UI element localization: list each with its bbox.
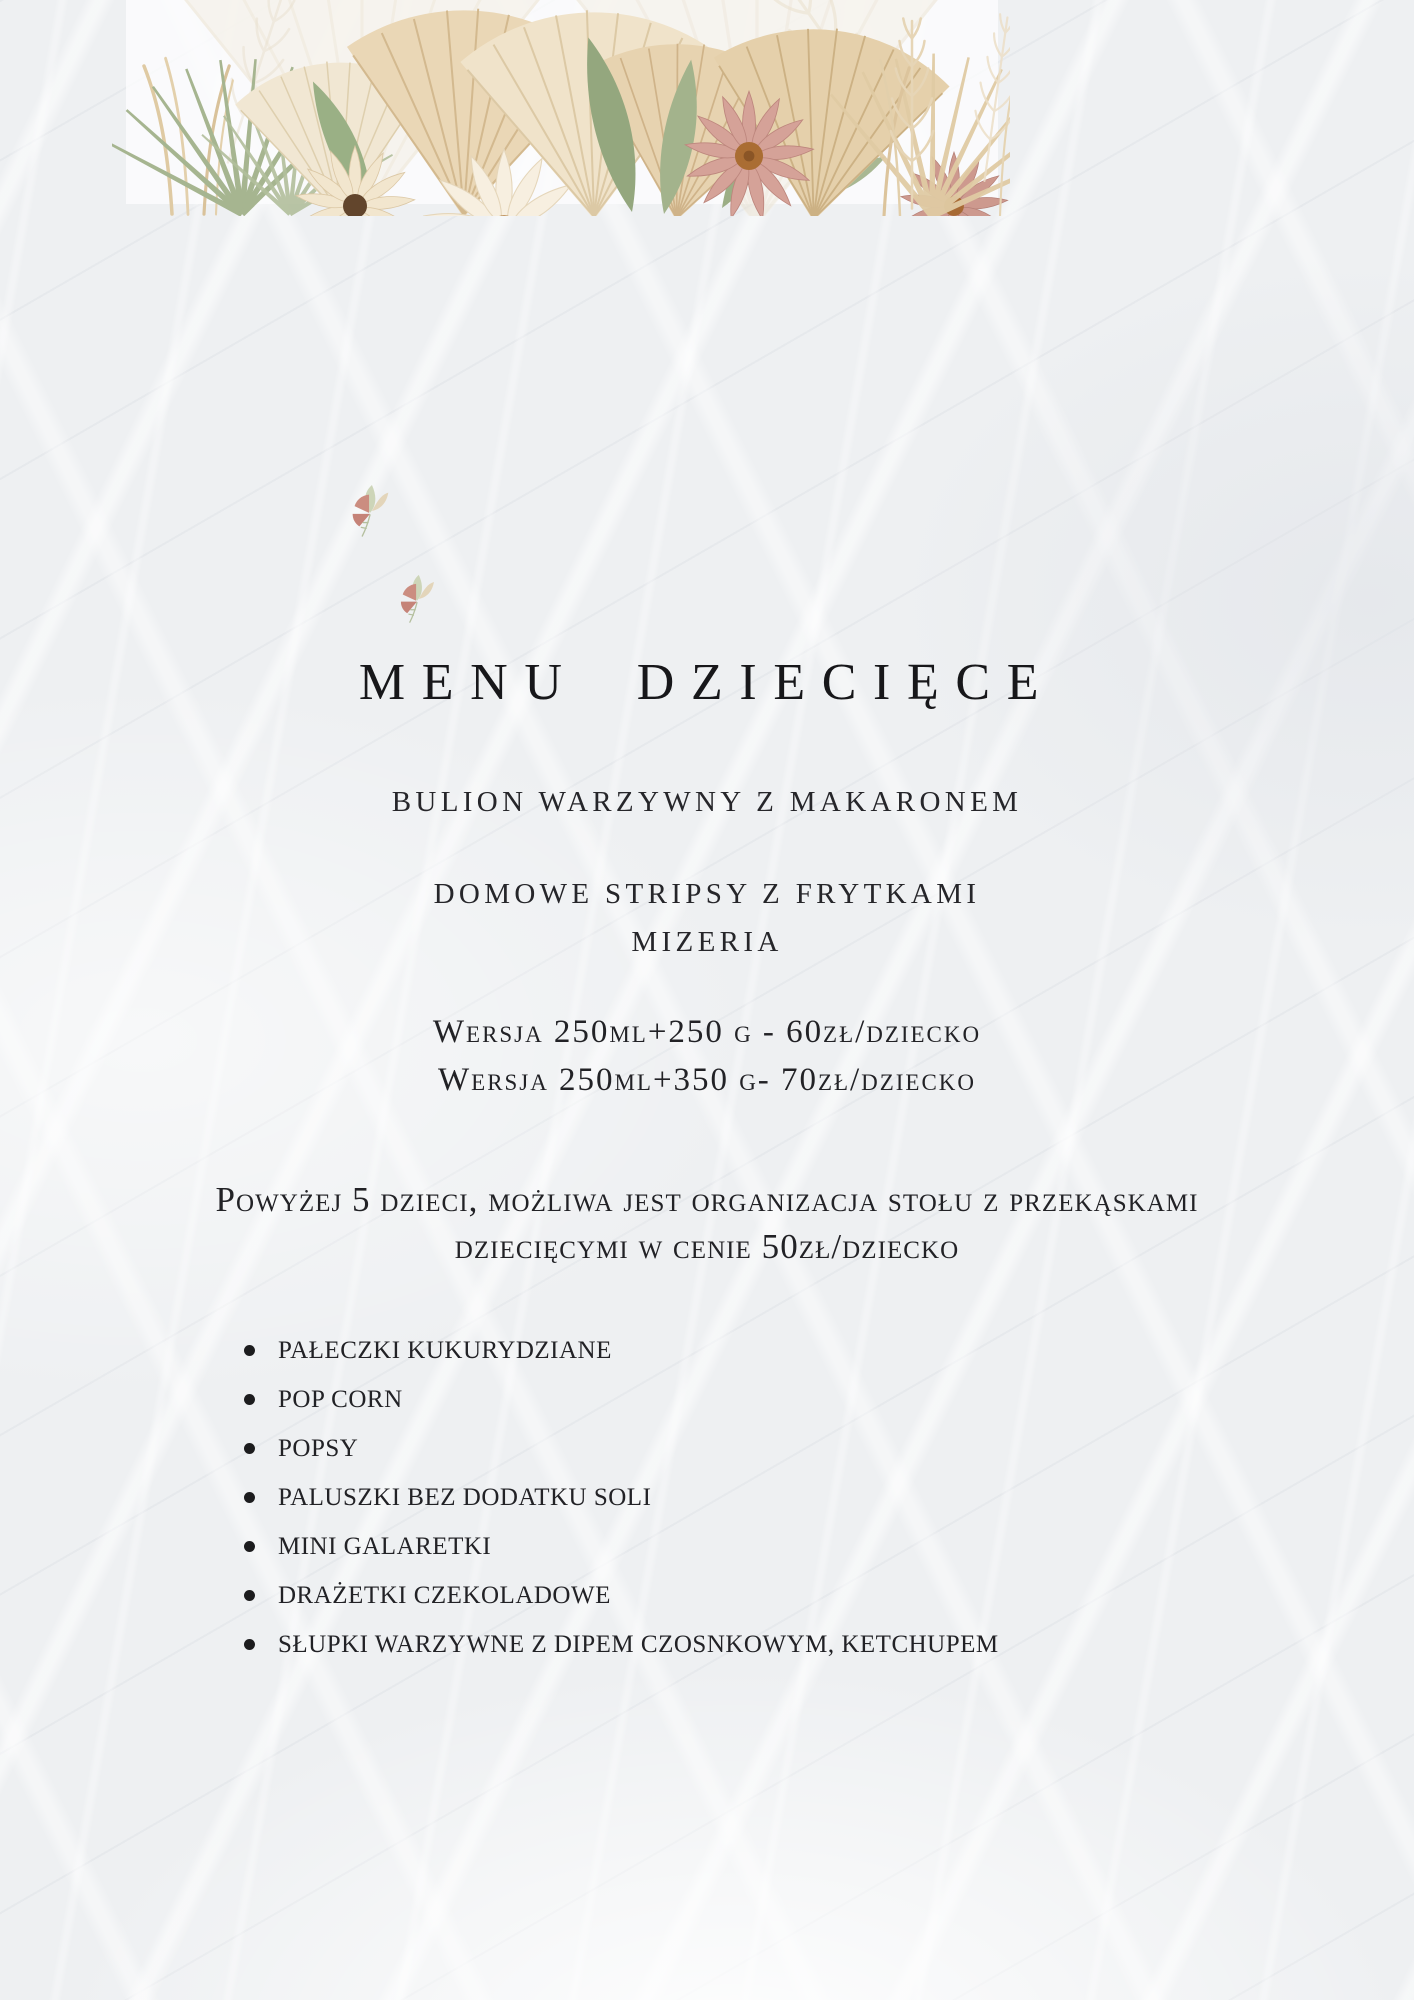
flower-sprig-icon [348,484,392,538]
snack-list [244,1326,999,1669]
flower-sprig-icon [394,574,440,624]
snack-item: POP CORN [244,1375,999,1424]
snack-item: DRAŻETKI CZEKOLADOWE [244,1571,999,1620]
snack-item: PALUSZKI BEZ DODATKU SOLI [244,1473,999,1522]
side-dish-line: MIZERIA [631,926,783,958]
price-option-1: Wersja 250ml+250 g - 60zł/dziecko [432,1014,982,1050]
group-note-line-1: Powyżej 5 dzieci, możliwa jest organizacja stołu z przekąskami [215,1180,1199,1219]
price-option-2: Wersja 250ml+350 g- 70zł/dziecko [438,1062,976,1098]
floral-header-illustration [112,0,1010,216]
page-title: MENU DZIECIĘCE [358,653,1056,711]
snack-item: SŁUPKI WARZYWNE Z DIPEM CZOSNKOWYM, KETCHUPEM [244,1620,999,1669]
soup-line: BULION WARZYWNY Z MAKARONEM [391,786,1023,818]
snack-item: MINI GALARETKI [244,1522,999,1571]
snack-item: PAŁECZKI KUKURYDZIANE [244,1326,999,1375]
snack-item: POPSY [244,1424,999,1473]
main-course-line: DOMOWE STRIPSY Z FRYTKAMI [433,878,981,910]
group-note-line-2: dziecięcymi w cenie 50zł/dziecko [454,1227,960,1266]
